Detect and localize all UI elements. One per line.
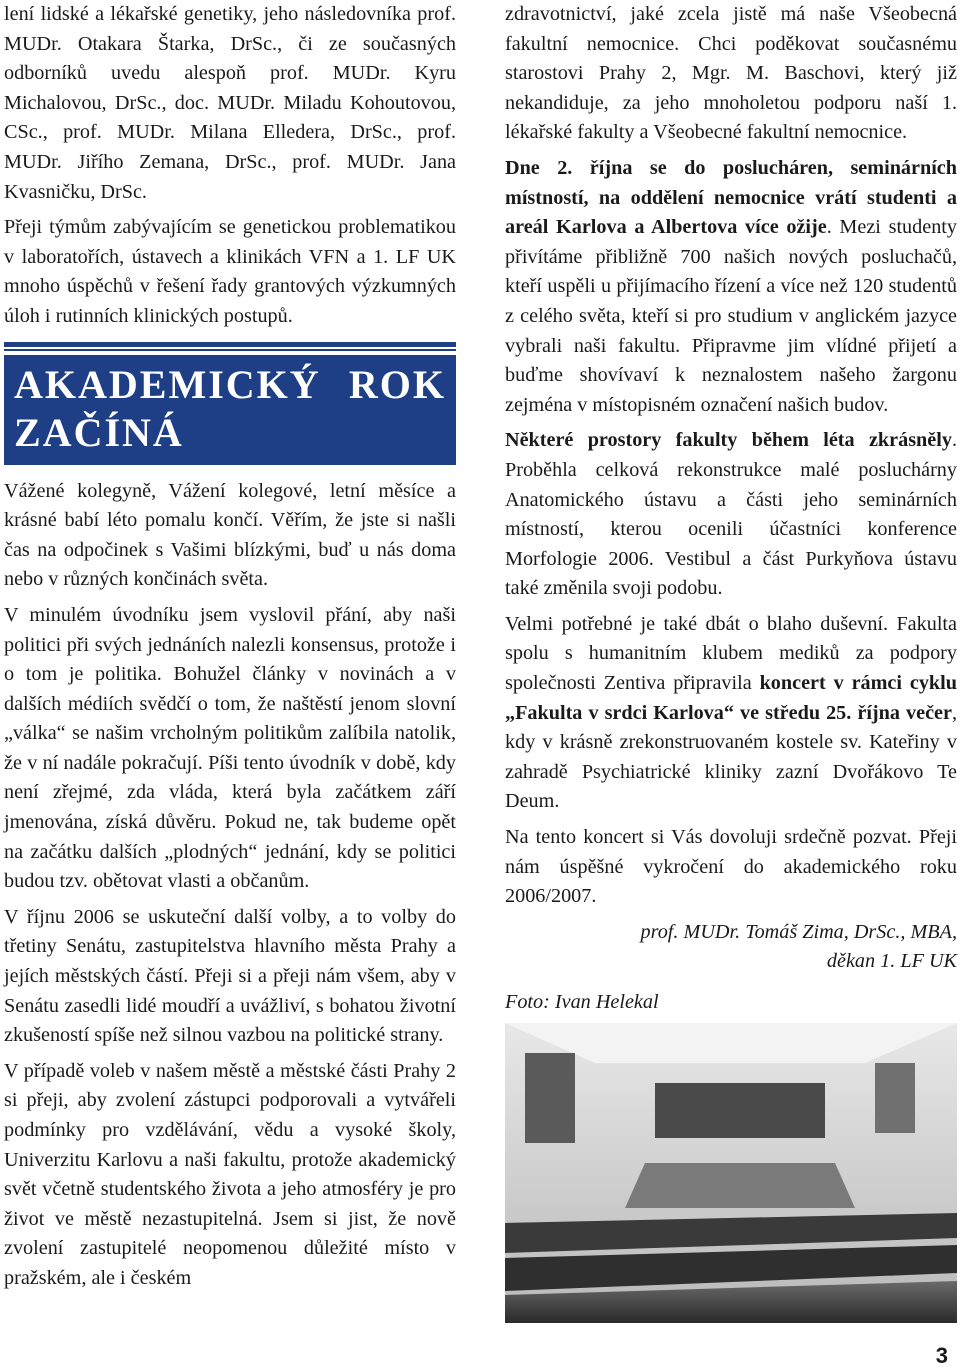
photo-caption: Foto: Ivan Helekal xyxy=(505,990,659,1013)
text: . Proběhla celková rekonstrukce malé posluchárny Anatomického ústavu a části jeho seminárních místností, kterou ocenili účastníci konference Morfologie 2006. Vestibul a část Purkyňova ústavu také změnila svoji podobu. xyxy=(505,429,957,600)
right-column xyxy=(505,0,957,1323)
paragraph: zdravotnictví, jaké zcela jistě má naše Všeobecná fakultní nemocnice. Chci poděkovat současnému starostovi Prahy 2, Mgr. M. Baschovi, který již nekandiduje, za jeho mnoholetou podporu naší 1. lékařské fakulty a Všeobecné fakultní nemocnice. xyxy=(505,3,957,144)
bold-text: Dne 2. října se do poslucháren, seminárních místností, na oddělení nemocnice vrátí studenti a areál Karlova a Albertova více ožije xyxy=(505,156,957,239)
paragraph: Na tento koncert si Vás dovoluji srdečně pozvat. Přeji nám úspěšné vykročení do akademického roku 2006/2007. xyxy=(505,826,957,908)
paragraph: V minulém úvodníku jsem vyslovil přání, aby naši politici při svých jednáních nalezli konsensus, protože i o tom je politika. Bohužel články v novinách a v dalších médiích svědčí o tom, že naštěstí jenom slovní „válka“ se našim vrcholným politikům zalíbila natolik, že v ní nadále pokračují. Píši tento úvodník v době, kdy není zřejmé, zda vláda, která byla začátkem září jmenována, získá důvěru. Pokud ne, tak budeme opět na začátku dalších „plodných“ jednání, kdy se politici budou tzv. obětovat vlasti a občanům. xyxy=(4,603,456,893)
left-column xyxy=(4,0,456,1294)
signature-name: prof. MUDr. Tomáš Zima, DrSc., MBA, xyxy=(640,920,957,943)
photo-window xyxy=(875,1063,915,1133)
paragraph xyxy=(505,154,957,420)
signature-title: děkan 1. LF UK xyxy=(826,949,957,972)
signature xyxy=(505,918,957,976)
heading-rule xyxy=(4,342,456,347)
paragraph: Vážené kolegyně, Vážení kolegové, letní měsíce a krásné babí léto pomalu končí. Věřím, že jste si našli čas na odpočinek s Vašimi blízkými, buď u nás doma nebo v různých končinách světa. xyxy=(4,479,456,591)
paragraph xyxy=(505,610,957,817)
lecture-hall-photo xyxy=(505,1023,957,1323)
paragraph: Přeji týmům zabývajícím se genetickou problematikou v laboratořích, ústavech a klinikách VFN a 1. LF UK mnoho úspěchů v řešení řady grantových výzkumných úloh i rutinních klinických postupů. xyxy=(4,216,456,327)
bold-text: koncert v rámci cyklu „Fakulta v srdci Karlova“ ve středu 25. října večer xyxy=(505,672,957,724)
heading-rule xyxy=(4,349,456,351)
photo-blackboard xyxy=(655,1083,825,1138)
paragraph: V případě voleb v našem městě a městské části Prahy 2 si přeji, aby zvolení zástupci podporovali a vytvářeli podmínky pro vzdělávání, vědu a vysoké školy, Univerzitu Karlovu a naši fakultu, protože akademický svět včetně studentského života a jeho atmosféry je pro život ve městě nezastupitelná. Jsem si jist, že nově zvolení zastupitelé neopomenou důležité místo v pražském, ale i českém xyxy=(4,1059,456,1289)
bold-text: Některé prostory fakulty během léta zkrásněly xyxy=(505,429,952,452)
headline: AKADEMICKÝ ROK ZAČÍNÁ xyxy=(4,355,456,465)
paragraph xyxy=(505,426,957,604)
text: . Mezi studenty přivítáme přibližně 700 našich nových posluchačů, kteří uspěli u přijímacího řízení a více než 120 studentů z celého světa, kteří si pro studium v anglickém jazyce vybrali naši fakultu. Připravme jim vlídné přijetí a buďme shovívaví k neznalostem našeho žargonu zejména v místopisném označení našich budov. xyxy=(505,216,957,416)
text: Velmi potřebné je také dbát o blaho duševní. Fakulta spolu s humanitním klubem mediků za podpory společnosti Zentiva připravila xyxy=(505,612,957,695)
photo-desk xyxy=(625,1163,855,1208)
page-number: 3 xyxy=(935,1343,948,1368)
text: , kdy v krásně zrekonstruovaném kostele sv. Kateřiny v zahradě Psychiatrické kliniky zazní Dvořákovo Te Deum. xyxy=(505,701,957,813)
paragraph: V říjnu 2006 se uskuteční další volby, a to volby do třetiny Senátu, zastupitelstva hlavního města Prahy a jejích městských částí. Přeji si a přeji nám všem, aby v Senátu zasedli lidé moudří a uvážliví, s bohatou životní zkušeností spíše než silnou vazbou na politické strany. xyxy=(4,905,456,1047)
section-heading xyxy=(4,342,456,465)
paragraph: lení lidské a lékařské genetiky, jeho následovníka prof. MUDr. Otakara Štarka, DrSc., či ze současných odborníků uvedu alespoň prof. MUDr. Kyru Michalovou, DrSc., doc. MUDr. Miladu Kohoutovou, CSc., prof. MUDr. Milana Elledera, DrSc., prof. MUDr. Jiřího Zemana, DrSc., prof. MUDr. Jana Kvasničku, DrSc. xyxy=(4,3,456,203)
photo-window xyxy=(525,1053,575,1143)
